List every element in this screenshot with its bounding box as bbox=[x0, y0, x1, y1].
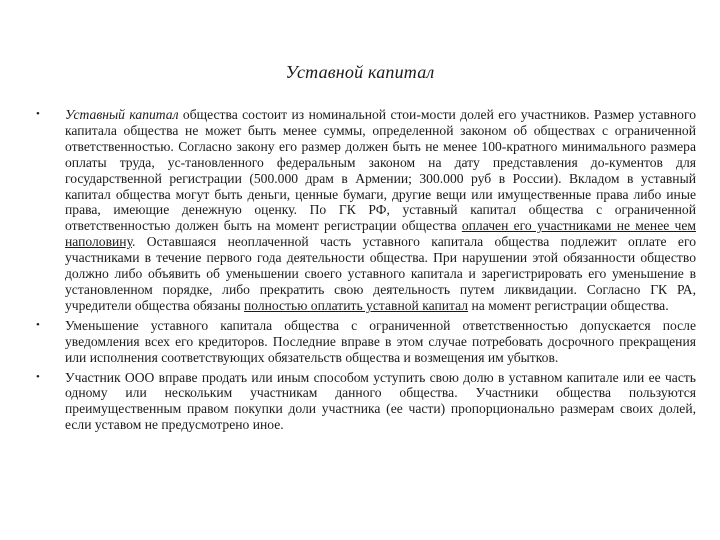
underlined-phrase: оплачен его участниками не менее чем наполовину bbox=[65, 218, 696, 250]
underlined-phrase: полностью оплатить уставной капитал bbox=[243, 297, 469, 313]
list-item bbox=[36, 318, 696, 366]
list-item bbox=[36, 107, 696, 314]
bullet-icon: • bbox=[36, 108, 40, 120]
bullet-icon: • bbox=[36, 370, 40, 383]
item-text-part: общества состоит из номинальной стои-мости долей его участников. Размер уставного капитала общества не может быть менее суммы, определенной законом об обществах с ограниченной ответственностью. Согласно закону его размер должен быть не менее 100-кратного минимального размера оплаты труда, ус-тановленного федеральным законом на дату представления до-кументов для государственной регистрации (500.000 драм в Армении; 300.000 руб в России). Вкладом в уставный капитал общества могут быть деньги, ценные бумаги, другие вещи или имущественные права либо иные права, имеющие денежную оценку. По ГК РФ, уставный капитал общества с ограниченной ответственностью должен быть на момент регистрации общества bbox=[65, 107, 697, 234]
bullet-icon: • bbox=[36, 318, 40, 331]
page-title: Уставной капитал bbox=[285, 62, 435, 82]
item-text-part: . Оставшаяся неоплаченной часть уставного капитала общества подлежит оплате его участниками в течение первого года деятельности общества. При нарушении этой обязанности общество должно либо объявить об уменьшении своего уставного капитала и зарегистрировать его уменьшение в установленном порядке, либо прекратить свою деятельность путем ликвидации. Согласно ГК РА, учредители общества обязаны bbox=[65, 234, 696, 313]
bullet-list bbox=[36, 107, 696, 437]
list-item bbox=[36, 370, 696, 434]
term-lead: Уставный капитал bbox=[65, 107, 179, 122]
item-text-part: на момент регистрации общества. bbox=[468, 297, 669, 313]
item-text: Уменьшение уставного капитала общества с ограниченной ответственностью допускается после уведомления всех его кредиторов. Последние вправе в этом случае потребовать досрочного прекращения или исполнения соответствующих обязательств общества и возмещения им убытков. bbox=[65, 317, 696, 365]
item-text: Участник ООО вправе продать или иным способом уступить свою долю в уставном капитале или ее часть одному или нескольким участникам данного общества. Участники общества пользуются преимущественным правом покупки доли участника (ее части) пропорционально размерам своих долей, если уставом не предусмотрено иное. bbox=[65, 369, 696, 433]
